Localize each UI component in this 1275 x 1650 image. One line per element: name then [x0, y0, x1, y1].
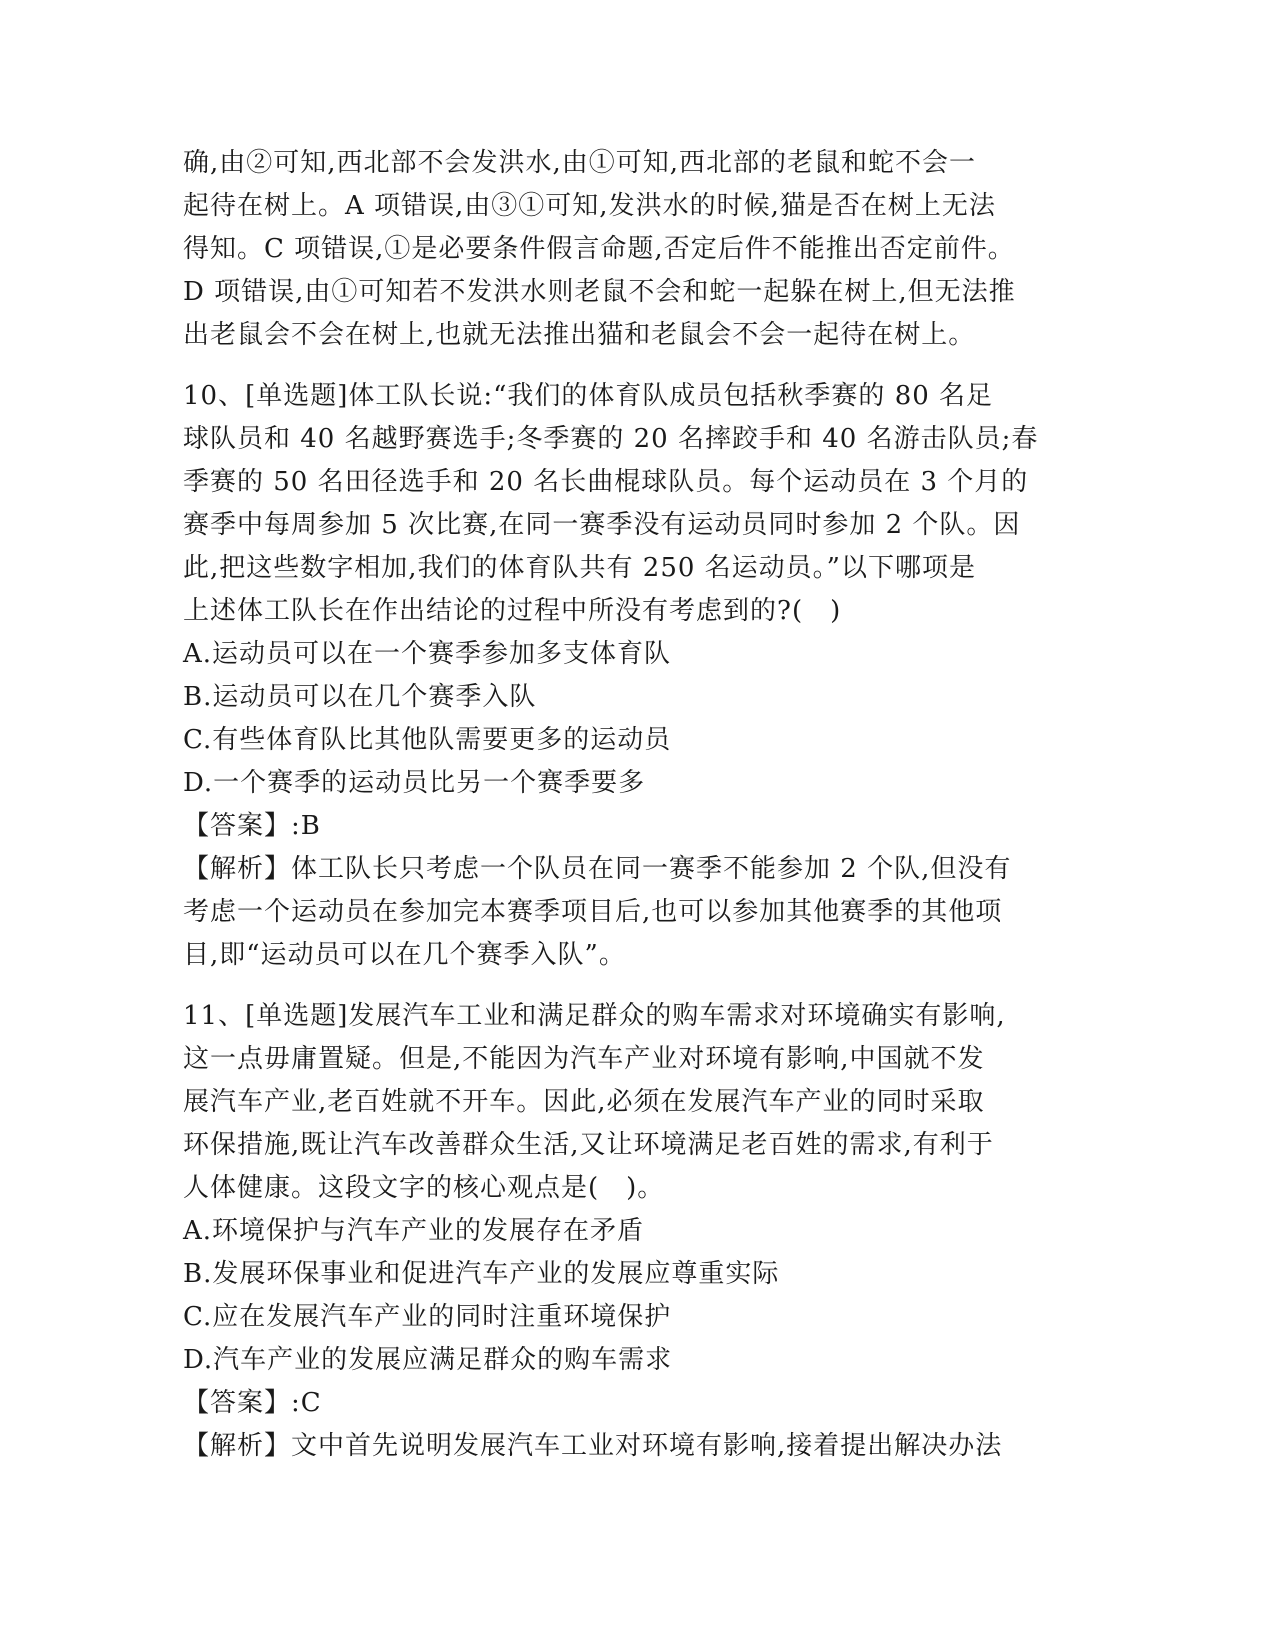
carryover-explanation [183, 142, 1083, 357]
stem-line: 11、[单选题]发展汽车工业和满足群众的购车需求对环境确实有影响, [183, 1001, 1006, 1031]
option-c: C.应在发展汽车产业的同时注重环境保护 [183, 1302, 672, 1332]
text-line: D 项错误,由①可知若不发洪水则老鼠不会和蛇一起躲在树上,但无法推 [183, 277, 1016, 307]
explanation-line: 考虑一个运动员在参加完本赛季项目后,也可以参加其他赛季的其他项 [183, 897, 1003, 927]
option-a: A.环境保护与汽车产业的发展存在矛盾 [183, 1216, 645, 1246]
stem-line: 10、[单选题]体工队长说:“我们的体育队成员包括秋季赛的 80 名足 [183, 381, 994, 411]
option-d: D.一个赛季的运动员比另一个赛季要多 [183, 768, 646, 798]
explanation [183, 1425, 1083, 1468]
answer-line: 【答案】:B [183, 811, 321, 841]
stem-line: 此,把这些数字相加,我们的体育队共有 250 名运动员。”以下哪项是 [183, 553, 976, 583]
stem-line: 球队员和 40 名越野赛选手;冬季赛的 20 名摔跤手和 40 名游击队员;春 [183, 424, 1039, 454]
text-line: 得知。C 项错误,①是必要条件假言命题,否定后件不能推出否定前件。 [183, 234, 1015, 264]
option-b: B.运动员可以在几个赛季入队 [183, 682, 537, 712]
answer-line: 【答案】:C [183, 1388, 322, 1418]
explanation-line: 目,即“运动员可以在几个赛季入队”。 [183, 940, 626, 970]
stem-line: 环保措施,既让汽车改善群众生活,又让环境满足老百姓的需求,有利于 [183, 1130, 994, 1160]
text-line: 出老鼠会不会在树上,也就无法推出猫和老鼠会不会一起待在树上。 [183, 320, 976, 350]
stem-line: 上述体工队长在作出结论的过程中所没有考虑到的?( ) [183, 596, 842, 626]
text-line: 起待在树上。A 项错误,由③①可知,发洪水的时候,猫是否在树上无法 [183, 191, 996, 221]
stem-line: 这一点毋庸置疑。但是,不能因为汽车产业对环境有影响,中国就不发 [183, 1044, 985, 1074]
stem-line: 赛季中每周参加 5 次比赛,在同一赛季没有运动员同时参加 2 个队。因 [183, 510, 1021, 540]
option-list [183, 1210, 1083, 1382]
stem-line: 人体健康。这段文字的核心观点是( )。 [183, 1173, 665, 1203]
question-11 [183, 995, 1083, 1468]
spacer [183, 977, 1083, 995]
stem-line: 季赛的 50 名田径选手和 20 名长曲棍球队员。每个运动员在 3 个月的 [183, 467, 1029, 497]
question-10 [183, 375, 1083, 977]
explanation-line: 【解析】体工队长只考虑一个队员在同一赛季不能参加 2 个队,但没有 [183, 854, 1012, 884]
option-a: A.运动员可以在一个赛季参加多支体育队 [183, 639, 672, 669]
stem-line: 展汽车产业,老百姓就不开车。因此,必须在发展汽车产业的同时采取 [183, 1087, 985, 1117]
spacer [183, 357, 1083, 375]
text-line: 确,由②可知,西北部不会发洪水,由①可知,西北部的老鼠和蛇不会一 [183, 148, 977, 178]
option-c: C.有些体育队比其他队需要更多的运动员 [183, 725, 672, 755]
question-stem [183, 995, 1083, 1210]
option-d: D.汽车产业的发展应满足群众的购车需求 [183, 1345, 673, 1375]
explanation-line: 【解析】文中首先说明发展汽车工业对环境有影响,接着提出解决办法 [183, 1431, 1003, 1461]
option-b: B.发展环保事业和促进汽车产业的发展应尊重实际 [183, 1259, 780, 1289]
question-stem [183, 375, 1083, 633]
explanation [183, 848, 1083, 977]
option-list [183, 633, 1083, 805]
document-page [183, 142, 1083, 1468]
